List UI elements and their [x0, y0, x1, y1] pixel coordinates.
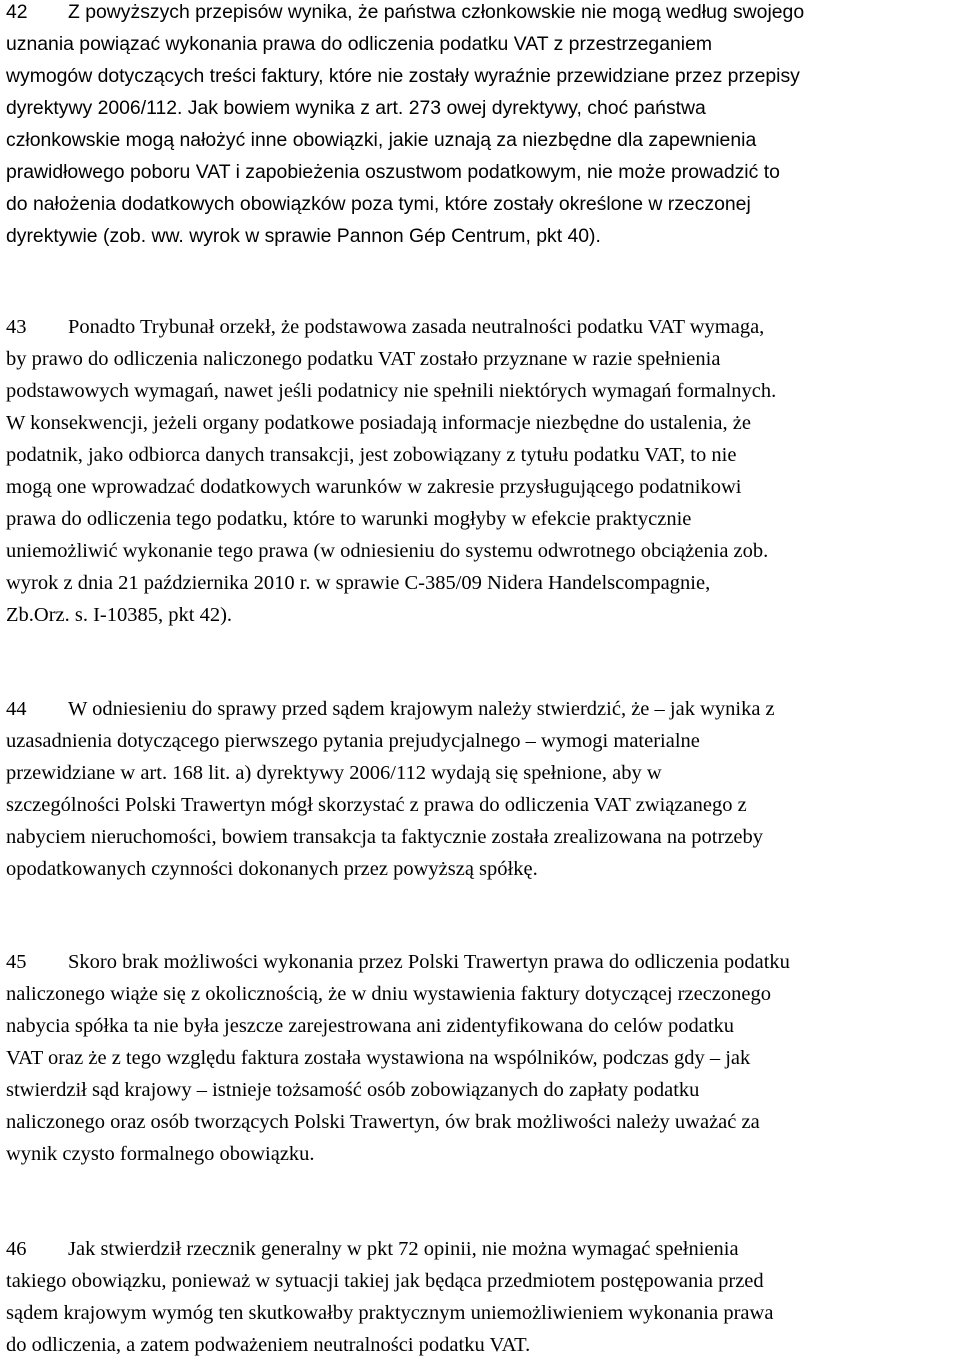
paragraph-line: podstawowych wymagań, nawet jeśli podatnicy nie spełnili niektórych wymagań formalnych.: [6, 380, 777, 402]
line-text: Jak stwierdził rzecznik generalny w pkt 72 opinii, nie można wymagać spełnienia: [68, 1238, 739, 1260]
paragraph-line: [6, 0, 958, 28]
paragraph-line: naliczonego wiąże się z okolicznością, że w dniu wystawienia faktury dotyczącej rzeczonego: [6, 983, 771, 1005]
paragraph-line: przewidziane w art. 168 lit. a) dyrektywy 2006/112 wydają się spełnione, aby w: [6, 762, 662, 784]
paragraph-line: [6, 946, 958, 978]
paragraph-line: prawidłowego poboru VAT i zapobieżenia oszustwom podatkowym, nie może prowadzić to: [6, 161, 780, 183]
paragraph-line: by prawo do odliczenia naliczonego podatku VAT zostało przyznane w razie spełnienia: [6, 348, 721, 370]
paragraph-line: wynik czysto formalnego obowiązku.: [6, 1143, 315, 1165]
paragraph-line: [6, 693, 958, 725]
paragraph-line: dyrektywy 2006/112. Jak bowiem wynika z art. 273 owej dyrektywy, choć państwa: [6, 97, 706, 119]
paragraph-43: [6, 311, 958, 631]
paragraph-line: takiego obowiązku, ponieważ w sytuacji takiej jak będąca przedmiotem postępowania przed: [6, 1270, 764, 1292]
paragraph-line: wyrok z dnia 21 października 2010 r. w sprawie C‑385/09 Nidera Handelscompagnie,: [6, 572, 711, 594]
line-text: Ponadto Trybunał orzekł, że podstawowa zasada neutralności podatku VAT wymaga,: [68, 316, 765, 338]
paragraph-line: Zb.Orz. s. I-10385, pkt 42).: [6, 604, 233, 626]
paragraph-number: 46: [6, 1238, 27, 1260]
paragraph-number: 43: [6, 316, 27, 338]
paragraph-line: dyrektywie (zob. ww. wyrok w sprawie Pannon Gép Centrum, pkt 40).: [6, 225, 601, 247]
paragraph-line: prawa do odliczenia tego podatku, które to warunki mogłyby w efekcie praktycznie: [6, 508, 692, 530]
line-text: Skoro brak możliwości wykonania przez Polski Trawertyn prawa do odliczenia podatku: [68, 951, 790, 973]
paragraph-45: [6, 946, 958, 1170]
paragraph-number: 44: [6, 698, 27, 720]
paragraph-line: mogą one wprowadzać dodatkowych warunków w zakresie przysługującego podatnikowi: [6, 476, 742, 498]
paragraph-line: VAT oraz że z tego względu faktura została wystawiona na wspólników, podczas gdy – jak: [6, 1047, 751, 1069]
paragraph-line: wymogów dotyczących treści faktury, które nie zostały wyraźnie przewidziane przez przepisy: [6, 65, 800, 87]
paragraph-line: stwierdził sąd krajowy – istnieje tożsamość osób zobowiązanych do zapłaty podatku: [6, 1079, 700, 1101]
paragraph-line: szczególności Polski Trawertyn mógł skorzystać z prawa do odliczenia VAT związanego z: [6, 794, 747, 816]
paragraph-line: uzasadnienia dotyczącego pierwszego pytania prejudycjalnego – wymogi materialne: [6, 730, 700, 752]
paragraph-number: 42: [6, 1, 28, 23]
paragraph-line: [6, 1233, 958, 1265]
paragraph-line: W konsekwencji, jeżeli organy podatkowe posiadają informacje niezbędne do ustalenia, że: [6, 412, 751, 434]
paragraph-42: [6, 0, 958, 252]
paragraph-line: sądem krajowym wymóg ten skutkowałby praktycznym uniemożliwieniem wykonania prawa: [6, 1302, 774, 1324]
paragraph-line: [6, 311, 958, 343]
line-text: W odniesieniu do sprawy przed sądem krajowym należy stwierdzić, że – jak wynika z: [68, 698, 775, 720]
paragraph-line: uznania powiązać wykonania prawa do odliczenia podatku VAT z przestrzeganiem: [6, 33, 713, 55]
paragraph-46: [6, 1233, 958, 1361]
paragraph-line: do nałożenia dodatkowych obowiązków poza tymi, które zostały określone w rzeczonej: [6, 193, 751, 215]
paragraph-line: nabyciem nieruchomości, bowiem transakcja ta faktycznie została zrealizowana na potrzeby: [6, 826, 764, 848]
paragraph-line: do odliczenia, a zatem podważeniem neutralności podatku VAT.: [6, 1334, 531, 1356]
line-text: Z powyższych przepisów wynika, że państwa członkowskie nie mogą według swojego: [68, 1, 805, 23]
paragraph-line: nabycia spółka ta nie była jeszcze zarejestrowana ani zidentyfikowana do celów podatku: [6, 1015, 735, 1037]
paragraph-44: [6, 693, 958, 885]
paragraph-number: 45: [6, 951, 27, 973]
paragraph-line: uniemożliwić wykonanie tego prawa (w odniesieniu do systemu odwrotnego obciążenia zob.: [6, 540, 769, 562]
paragraph-line: podatnik, jako odbiorca danych transakcji, jest zobowiązany z tytułu podatku VAT, to nie: [6, 444, 737, 466]
paragraph-line: członkowskie mogą nałożyć inne obowiązki, jakie uznają za niezbędne dla zapewnienia: [6, 129, 757, 151]
paragraph-line: opodatkowanych czynności dokonanych przez powyższą spółkę.: [6, 858, 538, 880]
paragraph-line: naliczonego oraz osób tworzących Polski Trawertyn, ów brak możliwości należy uważać za: [6, 1111, 760, 1133]
